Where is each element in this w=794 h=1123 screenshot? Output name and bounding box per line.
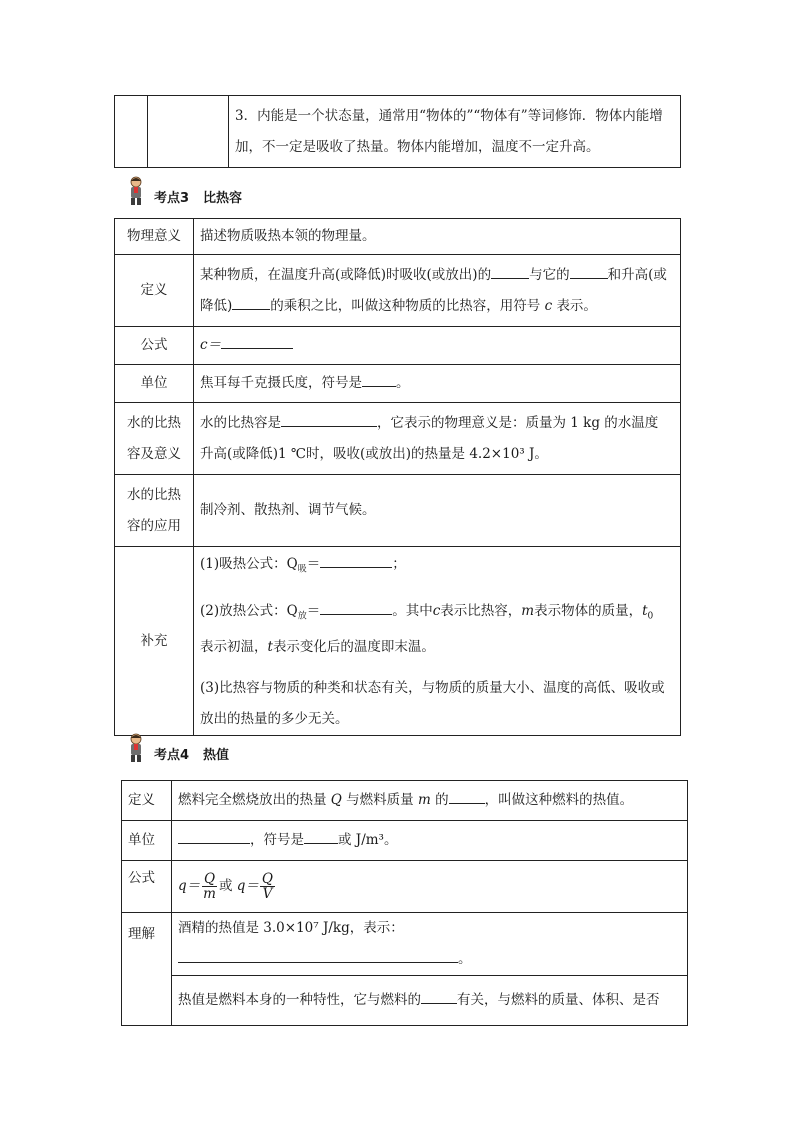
section4-number: 考点4 (154, 748, 190, 763)
s4-und-line-2: 热值是燃料本身的一种特性，它与燃料的 有关，与燃料的质量、体积、是否 (172, 976, 688, 1026)
blank[interactable] (421, 989, 457, 1004)
s4-def-text: 燃料完全燃烧放出的热量 Q 与燃料质量 m 的 ，叫做这种燃料的热值。 (172, 781, 688, 821)
s4-formula-label: 公式 (122, 861, 172, 913)
section4-title: 热值 (203, 748, 230, 763)
section4-table (121, 780, 688, 1026)
blank[interactable] (570, 264, 608, 279)
top-line-1: 3．内能是一个状态量，通常用“物体的”“物体有”等词修饰．物体内能增 (235, 107, 663, 124)
section3-heading (126, 176, 242, 206)
blank[interactable] (232, 295, 270, 310)
blank[interactable] (221, 334, 293, 349)
top-col-2 (148, 96, 229, 168)
top-line-2: 加，不一定是吸收了热量。物体内能增加，温度不一定升高。 (235, 138, 600, 155)
unit-label: 单位 (115, 365, 194, 403)
formula-label: 公式 (115, 327, 194, 365)
blank[interactable] (281, 412, 377, 427)
blank[interactable] (449, 789, 485, 804)
top-table (114, 95, 681, 168)
def-label: 定义 (115, 255, 194, 327)
s4-und-label: 理解 (122, 913, 172, 1026)
supp-text: (1)吸热公式：$Q_吸=$ ； (2)放热公式：$Q_放=$ 。其中c表示比热容，m表示物体的质量，$t_0$ 表示初温，t表示变化后的温度即末温。 (3)比热容与物质的种类和状态有关，与物质的质量大小、温度的高低、吸收或 放出的热量的多少无关。 (194, 547, 681, 736)
section3-title: 比热容 (203, 191, 243, 206)
teacher-figure-icon (126, 733, 146, 763)
s4-formula-text: q＝ $\frac{Q}{m}$ 或 q＝ $\frac{Q}{V}$ (172, 861, 688, 913)
water-text: 水的比热容是 ，它表示的物理意义是：质量为 1 kg 的水温度 升高(或降低)1 ℃时，吸收(或放出)的热量是 4.2×10³ J。 (194, 403, 681, 475)
blank[interactable] (304, 829, 338, 844)
s4-unit-label: 单位 (122, 821, 172, 861)
meaning-label: 物理意义 (115, 219, 194, 255)
blank[interactable] (362, 372, 396, 387)
section4-heading (126, 733, 229, 763)
s4-def-label: 定义 (122, 781, 172, 821)
section3-table (114, 218, 681, 736)
app-text: 制冷剂、散热剂、调节气候。 (194, 475, 681, 547)
water-label: 水的比热 容及意义 (115, 403, 194, 475)
section3-number: 考点3 (154, 191, 190, 206)
supp-label: 补充 (115, 547, 194, 736)
teacher-figure-icon (126, 176, 146, 206)
top-content (229, 96, 681, 168)
app-label: 水的比热 容的应用 (115, 475, 194, 547)
top-col-1 (115, 96, 148, 168)
formula-text: c＝ (194, 327, 681, 365)
blank[interactable] (320, 553, 392, 568)
blank[interactable] (178, 948, 458, 963)
blank[interactable] (491, 264, 529, 279)
s4-unit-text: ，符号是 或 J/m³。 (172, 821, 688, 861)
unit-text: 焦耳每千克摄氏度，符号是 。 (194, 365, 681, 403)
blank[interactable] (178, 829, 250, 844)
blank[interactable] (320, 600, 392, 615)
meaning-text: 描述物质吸热本领的物理量。 (194, 219, 681, 255)
def-text: 某种物质，在温度升高(或降低)时吸收(或放出)的 与它的 和升高(或 降低) 的乘积之比，叫做这种物质的比热容，用符号 c 表示。 (194, 255, 681, 327)
s4-und-line-1: 酒精的热值是 3.0×10⁷ J/kg，表示：。 (172, 913, 688, 976)
